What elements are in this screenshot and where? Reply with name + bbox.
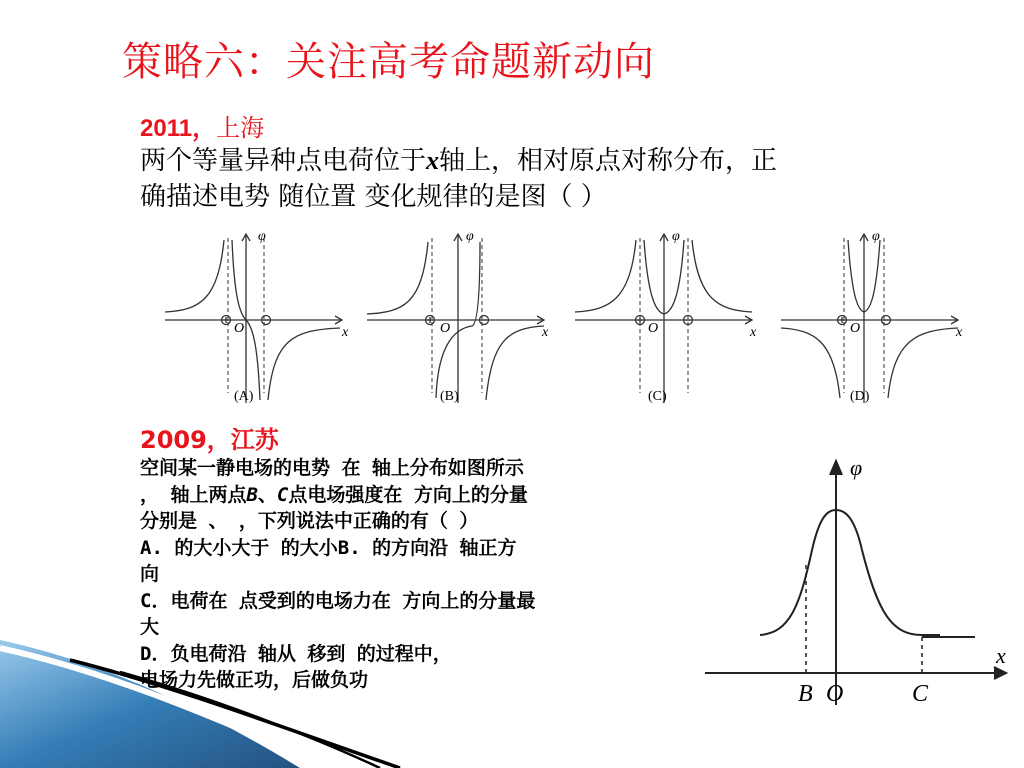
graph-d bbox=[776, 228, 968, 408]
section2-point-c: C bbox=[276, 483, 289, 506]
section2-line: A. 的大小大于 的大小B. 的方向沿 轴正方 bbox=[140, 536, 517, 559]
graph-a-origin: O bbox=[234, 321, 245, 336]
section2-line: 电场力先做正功，后做负功 bbox=[140, 669, 369, 691]
section2-line: 分别是 、 ，下列说法中正确的有（ ） bbox=[140, 510, 479, 532]
section1-place: 上海 bbox=[216, 115, 265, 142]
section2-line: 空间某一静电场的电势 在 轴上分布如图所示 bbox=[140, 457, 524, 479]
fig2-x: x bbox=[996, 643, 1006, 668]
fig2-b: B bbox=[798, 681, 813, 707]
graph-a-phi: φ bbox=[258, 229, 266, 244]
section2-header: 2009，江苏 bbox=[140, 426, 279, 454]
graph-a-label: (A) bbox=[234, 389, 254, 404]
section2-line: 向 bbox=[140, 563, 160, 585]
section1-line2: 确描述电势 随位置 变化规律的是图（ ） bbox=[140, 182, 607, 212]
graph-b-x: x bbox=[542, 325, 549, 340]
graph-c-x: x bbox=[750, 325, 757, 340]
section2-line: D．负电荷沿 轴从 移到 的过程中， bbox=[140, 642, 452, 665]
graph-a bbox=[160, 228, 352, 408]
fig2-phi: φ bbox=[850, 455, 863, 480]
section1-header bbox=[140, 108, 264, 143]
section2-line2-tail: 点电场强度在 方向上的分量 bbox=[288, 483, 528, 506]
slide-title: 策略六：关注高考命题新动向 bbox=[122, 39, 655, 85]
section1-var-x: x bbox=[426, 146, 440, 175]
section1-year: 2011， bbox=[140, 115, 217, 142]
graph-d-phi: φ bbox=[872, 229, 880, 244]
graph-b-phi: φ bbox=[466, 229, 474, 244]
graph-d-x: x bbox=[956, 325, 963, 340]
graph-c bbox=[570, 228, 762, 408]
section2-line bbox=[140, 482, 740, 509]
section2-line2-a: ， 轴上两点 bbox=[140, 483, 247, 506]
graph-c-origin: O bbox=[648, 321, 659, 336]
corner-ribbon-decoration bbox=[0, 600, 440, 768]
potential-figure bbox=[700, 455, 1020, 715]
graph-c-label: (C) bbox=[648, 389, 667, 404]
graph-b-label: (B) bbox=[440, 389, 459, 404]
section1-question bbox=[140, 143, 1000, 215]
section2-sep: 、 bbox=[257, 483, 277, 506]
graph-d-label: (D) bbox=[850, 389, 870, 404]
section2-line: C．电荷在 点受到的电场力在 方向上的分量最 bbox=[140, 589, 536, 612]
fig2-o: O bbox=[826, 681, 844, 707]
fig2-c: C bbox=[912, 681, 929, 707]
section1-line1a: 两个等量异种点电荷位于 bbox=[140, 146, 427, 176]
graph-b-origin: O bbox=[440, 321, 451, 336]
graph-a-x: x bbox=[342, 325, 349, 340]
graph-b bbox=[362, 228, 554, 408]
graph-c-phi: φ bbox=[672, 229, 680, 244]
section1-line1b: 轴上，相对原点对称分布，正 bbox=[439, 146, 778, 176]
section2-line: 大 bbox=[140, 616, 160, 638]
section2-point-b: B bbox=[246, 483, 258, 506]
graph-d-origin: O bbox=[850, 321, 861, 336]
